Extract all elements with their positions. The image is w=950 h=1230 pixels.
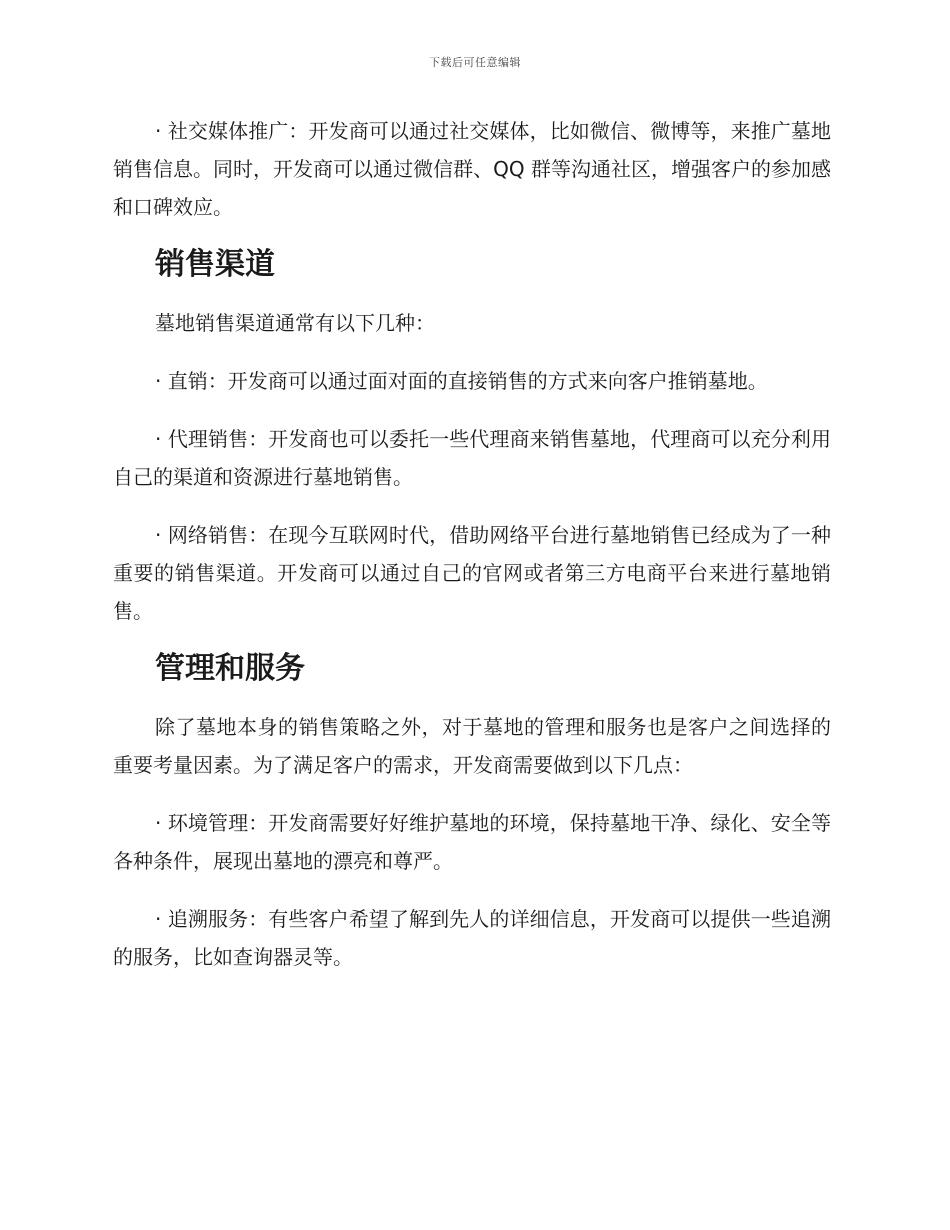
- paragraph-agency-sales: · 代理销售：开发商也可以委托一些代理商来销售墓地，代理商可以充分利用自己的渠道和资源进行墓地销售。: [113, 427, 831, 489]
- paragraph-management-intro: 除了墓地本身的销售策略之外，对于墓地的管理和服务也是客户之间选择的重要考量因素。为了满足客户的需求，开发商需要做到以下几点：: [113, 715, 831, 777]
- paragraph-online-sales: · 网络销售：在现今互联网时代，借助网络平台进行墓地销售已经成为了一种重要的销售渠道。开发商可以通过自己的官网或者第三方电商平台来进行墓地销售。: [113, 523, 831, 623]
- page-header-note: 下载后可任意编辑: [429, 56, 521, 69]
- section-heading-management-service: 管理和服务: [155, 651, 305, 686]
- paragraph-environment-management: · 环境管理：开发商需要好好维护墓地的环境，保持墓地干净、绿化、安全等各种条件，展现出墓地的漂亮和尊严。: [113, 811, 831, 873]
- section-heading-sales-channels: 销售渠道: [155, 247, 275, 282]
- paragraph-direct-sales: · 直销：开发商可以通过面对面的直接销售的方式来向客户推销墓地。: [155, 369, 768, 393]
- document-body: [113, 112, 831, 996]
- paragraph-channels-intro: 墓地销售渠道通常有以下几种：: [155, 311, 435, 335]
- paragraph-social-media-promotion: · 社交媒体推广：开发商可以通过社交媒体，比如微信、微博等，来推广墓地销售信息。同时，开发商可以通过微信群、QQ 群等沟通社区，增强客户的参加感和口碑效应。: [113, 119, 831, 219]
- paragraph-tracing-service: · 追溯服务：有些客户希望了解到先人的详细信息，开发商可以提供一些追溯的服务，比如查询器灵等。: [113, 907, 831, 969]
